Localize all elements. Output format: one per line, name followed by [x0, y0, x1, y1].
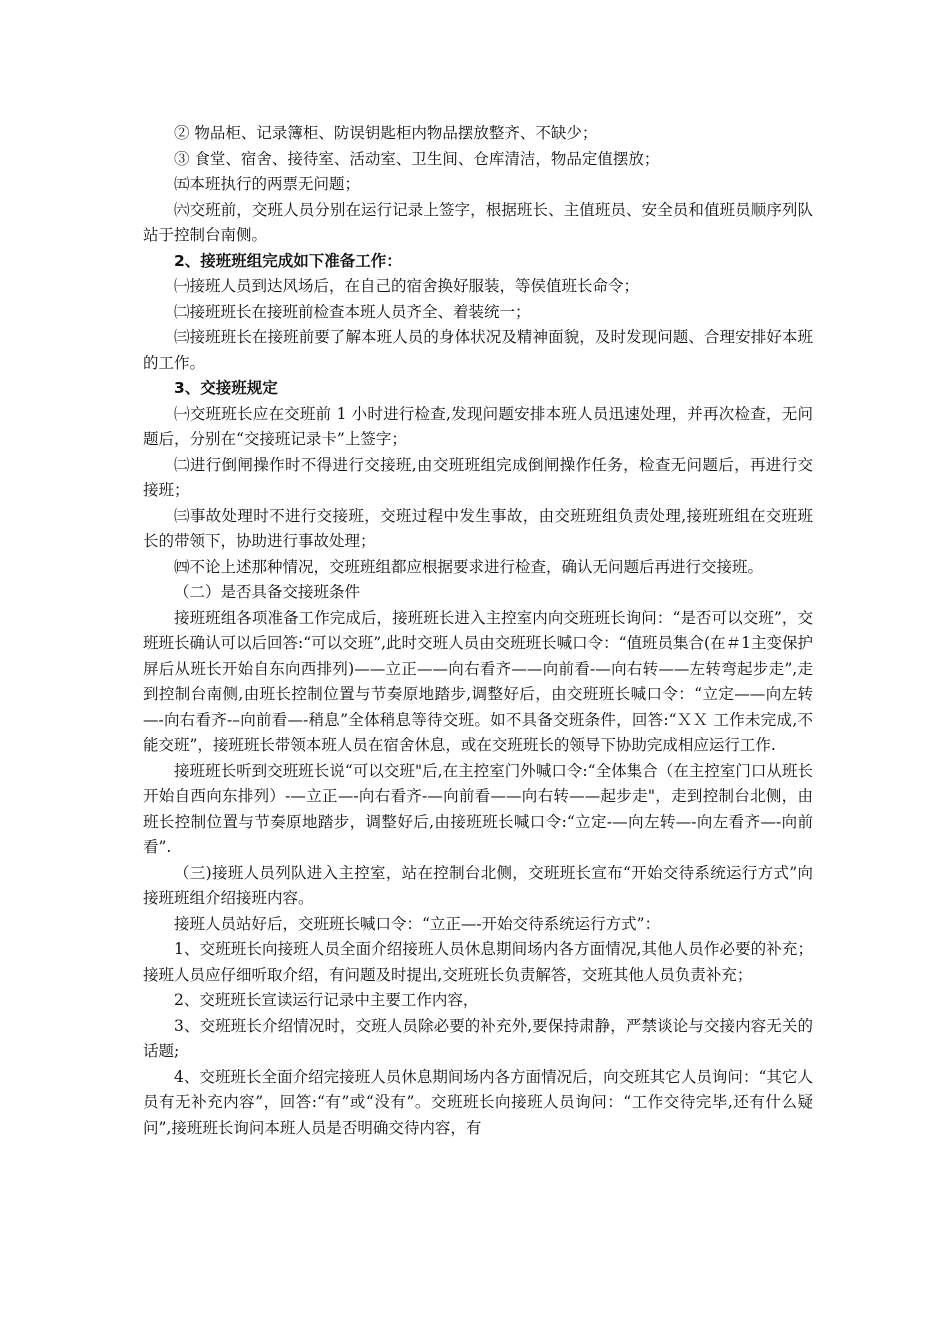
paragraph: ㈡进行倒闸操作时不得进行交接班,由交班班组完成倒闸操作任务，检查无问题后，再进行交接班；: [143, 455, 813, 499]
paragraph: 2、交班班长宣读运行记录中主要工作内容，: [174, 991, 479, 1009]
section-heading: 2、接班班组完成如下准备工作：: [174, 251, 402, 270]
paragraph: 1、交班班长向接班人员全面介绍接班人员休息期间场内各方面情况,其他人员作必要的补充；接班人员应仔细听取介绍，有问题及时提出,交班班长负责解答，交班其他人员负责补充；: [143, 940, 813, 984]
paragraph: ㈠接班人员到达风场后，在自己的宿舍换好服装，等侯值班长命令；: [174, 277, 640, 295]
paragraph: ㈡接班班长在接班前检查本班人员齐全、着装统一；: [174, 302, 531, 321]
subsection-heading: （二）是否具备交接班条件: [174, 583, 361, 601]
document-page: [143, 121, 813, 1141]
paragraph: ㈤本班执行的两票无问题；: [174, 175, 361, 193]
paragraph: ㈣不论上述那种情况，交班班组都应根据要求进行检查，确认无问题后再进行交接班。: [174, 557, 764, 576]
paragraph: 接班班长听到交班班长说“可以交班"后,在主控室门外喊口令:“全体集合（在主控室门口从班长开始自西向东排列）-—立正—-向右看齐-—向前看——向右转——起步走"，走到控制台北侧，由班长控制位置与节奏原地踏步，调整好后,由接班班长喊口令:“立定-—向左转—-向左看齐—-向前看”.: [143, 761, 813, 856]
section-heading: 3、交接班规定: [174, 379, 278, 397]
paragraph: 接班班组各项准备工作完成后，接班班长进入主控室内向交班班长询问：“是否可以交班”，交班班长确认可以后回答:“可以交班”,此时交班人员由交班班长喊口令：“值班员集合(在＃1主变保护屏后从班长开始自东向西排列)——立正——向右看齐——向前看-—向右转——左转弯起步走”,走到控制台南侧,由班长控制位置与节奏原地踏步,调整好后，由交班班长喊口令：“立定——向左转—-向右看齐-–向前看—-稍息”全体稍息等待交班。如不具备交班条件，回答:“ＸＸ 工作未完成,不能交班”，接班班长带领本班人员在宿舍休息，或在交班班长的领导下协助完成相应运行工作.: [143, 608, 813, 754]
paragraph: ㈥交班前，交班人员分别在运行记录上签字，根据班长、主值班员、安全员和值班员顺序列队站于控制台南侧。: [143, 200, 813, 244]
paragraph: 4、交班班长全面介绍完接班人员休息期间场内各方面情况后，向交班其它人员询问：“其它人员有无补充内容”，回答:“有”或“没有”。交班班长向接班人员询问：“工作交待完毕,还有什么疑问”,接班班长询问本班人员是否明确交待内容，有: [143, 1067, 813, 1137]
paragraph: ㈢事故处理时不进行交接班，交班过程中发生事故，由交班班组负责处理,接班班组在交班班长的带领下，协助进行事故处理；: [143, 506, 813, 550]
paragraph: 接班人员站好后，交班班长喊口令：“立正—-开始交待系统运行方式”：: [174, 914, 661, 933]
paragraph: 3、交班班长介绍情况时，交班人员除必要的补充外,要保持肃静，严禁谈论与交接内容无关的话题;: [143, 1016, 813, 1060]
paragraph: ② 物品柜、记录簿柜、防误钥匙柜内物品摆放整齐、不缺少；: [174, 124, 598, 142]
paragraph: ③ 食堂、宿舍、接待室、活动室、卫生间、仓库清洁，物品定值摆放；: [174, 149, 660, 168]
paragraph: ㈠交班班长应在交班前 1 小时进行检查,发现问题安排本班人员迅速处理，并再次检查，无问题后，分别在“交接班记录卡”上签字；: [143, 404, 813, 448]
paragraph: ㈢接班班长在接班前要了解本班人员的身体状况及精神面貌，及时发现问题、合理安排好本班的工作。: [143, 328, 813, 372]
paragraph: （三)接班人员列队进入主控室，站在控制台北侧，交班班长宣布“开始交待系统运行方式”向接班班组介绍接班内容。: [143, 863, 813, 907]
